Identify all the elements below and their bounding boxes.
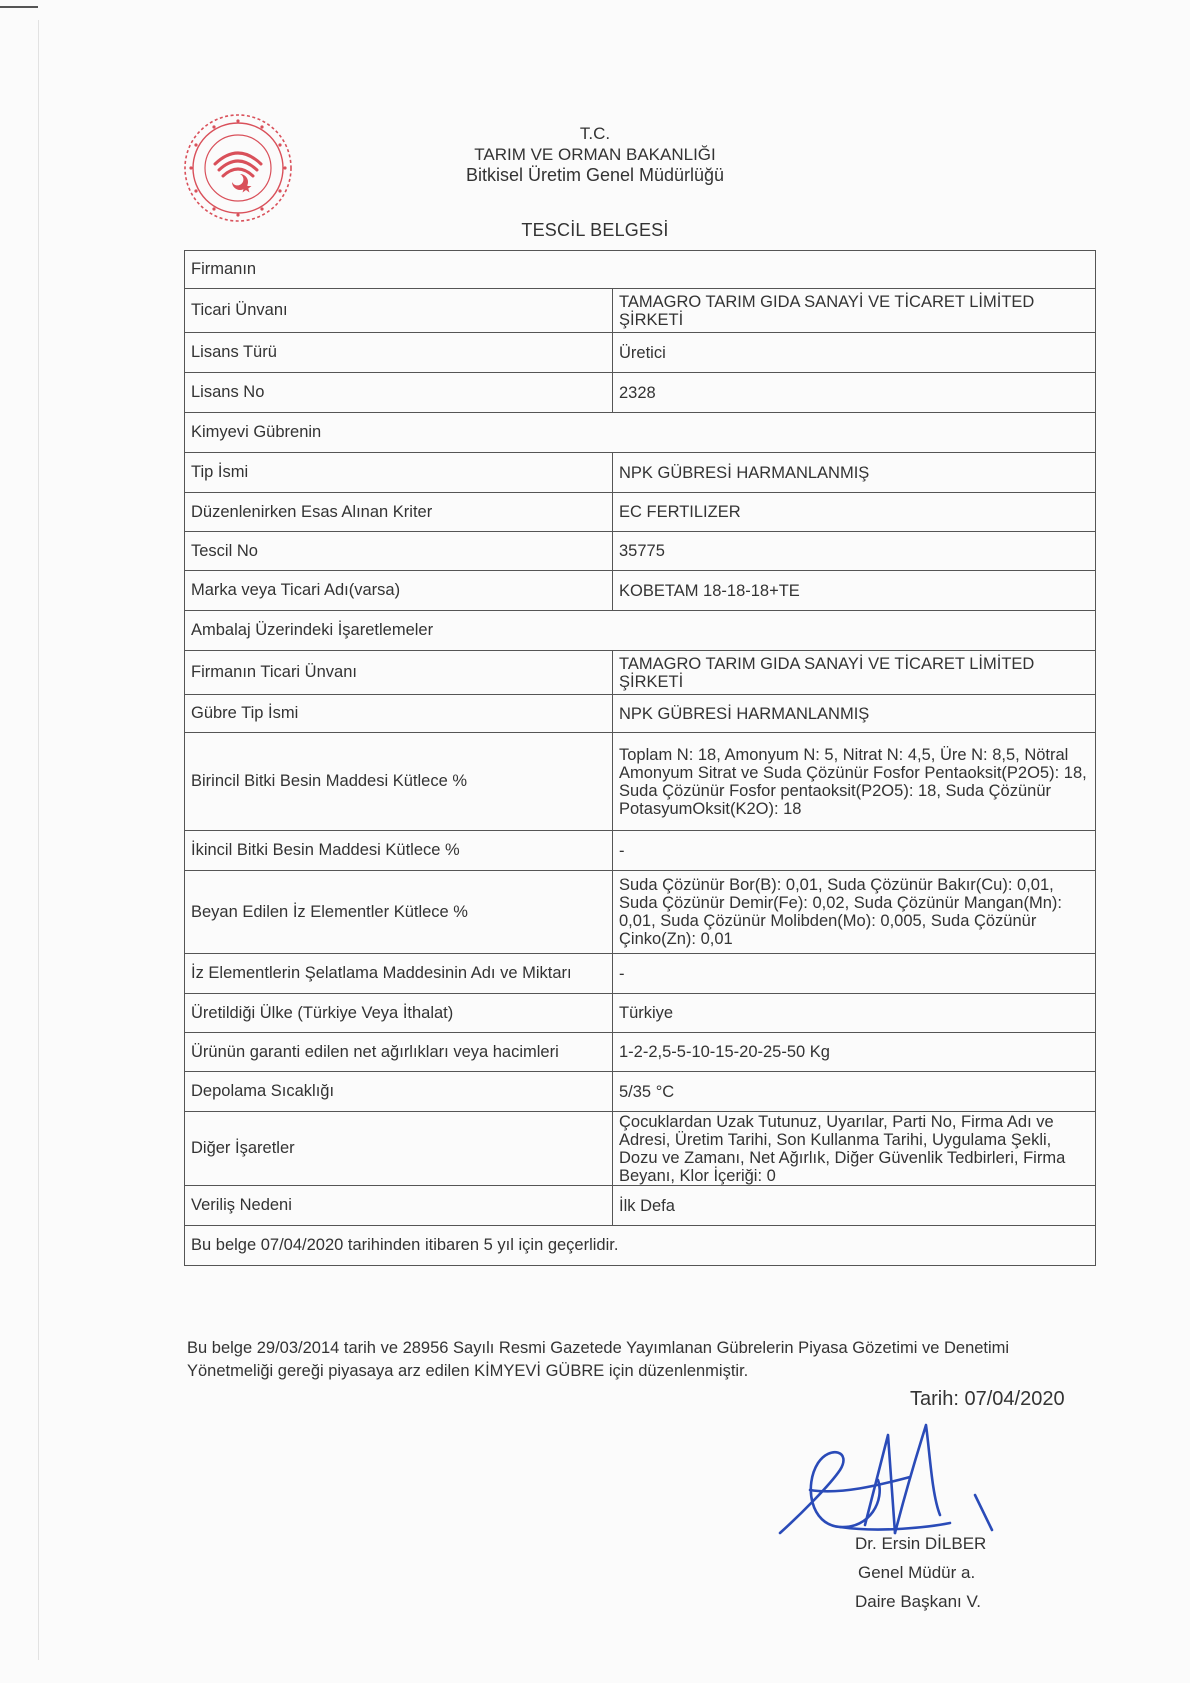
table-row <box>185 453 1096 493</box>
field-label: Veriliş Nedeni <box>185 1186 613 1226</box>
section-row <box>185 611 1096 651</box>
table-row <box>185 1033 1096 1072</box>
scan-mark <box>0 6 38 8</box>
field-label: Diğer İşaretler <box>185 1112 613 1186</box>
scan-edge-line <box>38 20 39 1660</box>
field-label: Ürünün garanti edilen net ağırlıkları veya hacimleri <box>185 1033 613 1072</box>
registration-table <box>184 250 1096 1266</box>
header-tc: T.C. <box>579 124 611 143</box>
field-label: İz Elementlerin Şelatlama Maddesinin Adı ve Miktarı <box>185 954 613 994</box>
section-label: Ambalaj Üzerindeki İşaretlemeler <box>185 611 1096 651</box>
issue-date: Tarih: 07/04/2020 <box>910 1388 1065 1410</box>
section-row <box>185 251 1096 289</box>
field-value: 35775 <box>613 532 1096 571</box>
field-label: Gübre Tip İsmi <box>185 695 613 733</box>
section-row <box>185 1226 1096 1266</box>
field-label: Tip İsmi <box>185 453 613 493</box>
field-label: Tescil No <box>185 532 613 571</box>
header-directorate: Bitkisel Üretim Genel Müdürlüğü <box>465 165 725 185</box>
section-label: Firmanın <box>185 251 1096 289</box>
table-row <box>185 733 1096 831</box>
table-row <box>185 954 1096 994</box>
signer-block <box>855 1529 986 1616</box>
field-value: İlk Defa <box>613 1186 1096 1226</box>
table-row <box>185 651 1096 695</box>
regulation-note: Bu belge 29/03/2014 tarih ve 28956 Sayılı Resmi Gazetede Yayımlanan Gübrelerin Piyasa Gözetimi ve Denetimi Yönetmeliği gereği piyasaya arz edilen KİMYEVİ GÜBRE için düzenlenmiştir. <box>187 1339 1010 1380</box>
field-label: Beyan Edilen İz Elementler Kütlece % <box>185 871 613 954</box>
section-label: Kimyevi Gübrenin <box>185 413 1096 453</box>
field-label: Lisans Türü <box>185 333 613 373</box>
table-row <box>185 289 1096 333</box>
field-value: 1-2-2,5-5-10-15-20-25-50 Kg <box>613 1033 1096 1072</box>
table-row <box>185 871 1096 954</box>
table-row <box>185 1186 1096 1226</box>
field-value: 2328 <box>613 373 1096 413</box>
table-row <box>185 532 1096 571</box>
field-label: Depolama Sıcaklığı <box>185 1072 613 1112</box>
section-row <box>185 413 1096 453</box>
field-label: İkincil Bitki Besin Maddesi Kütlece % <box>185 831 613 871</box>
field-value: 5/35 °C <box>613 1072 1096 1112</box>
field-value: EC FERTILIZER <box>613 493 1096 532</box>
field-label: Marka veya Ticari Adı(varsa) <box>185 571 613 611</box>
field-label: Lisans No <box>185 373 613 413</box>
table-row <box>185 994 1096 1033</box>
table-row <box>185 373 1096 413</box>
table-row <box>185 831 1096 871</box>
field-value: Suda Çözünür Bor(B): 0,01, Suda Çözünür Bakır(Cu): 0,01, Suda Çözünür Demir(Fe): 0,02, Suda Çözünür Mangan(Mn): 0,01, Suda Çözünür Molibden(Mo): 0,005, Suda Çözünür Çinko(Zn): 0,01 <box>613 871 1096 954</box>
field-label: Üretildiği Ülke (Türkiye Veya İthalat) <box>185 994 613 1033</box>
field-value: TAMAGRO TARIM GIDA SANAYİ VE TİCARET LİMİTED ŞİRKETİ <box>613 289 1096 333</box>
field-value: KOBETAM 18-18-18+TE <box>613 571 1096 611</box>
field-value: Çocuklardan Uzak Tutunuz, Uyarılar, Parti No, Firma Adı ve Adresi, Üretim Tarihi, Son Kullanma Tarihi, Uygulama Şekli, Dozu ve Zamanı, Net Ağırlık, Diğer Güvenlik Tedbirleri, Firma Beyanı, Klor İçeriği: 0 <box>613 1112 1096 1186</box>
field-label: Düzenlenirken Esas Alınan Kriter <box>185 493 613 532</box>
field-value: - <box>613 831 1096 871</box>
field-label: Birincil Bitki Besin Maddesi Kütlece % <box>185 733 613 831</box>
field-value: Üretici <box>613 333 1096 373</box>
table-row <box>185 695 1096 733</box>
field-value: - <box>613 954 1096 994</box>
table-row <box>185 571 1096 611</box>
field-value: TAMAGRO TARIM GIDA SANAYİ VE TİCARET LİMİTED ŞİRKETİ <box>613 651 1096 695</box>
field-label: Ticari Ünvanı <box>185 289 613 333</box>
field-value: Türkiye <box>613 994 1096 1033</box>
section-label: Bu belge 07/04/2020 tarihinden itibaren 5 yıl için geçerlidir. <box>185 1226 1096 1266</box>
signer-title-1: Genel Müdür a. <box>858 1563 976 1582</box>
field-value: NPK GÜBRESİ HARMANLANMIŞ <box>613 695 1096 733</box>
table-row <box>185 333 1096 373</box>
field-value: NPK GÜBRESİ HARMANLANMIŞ <box>613 453 1096 493</box>
field-label: Firmanın Ticari Ünvanı <box>185 651 613 695</box>
header-ministry: TARIM VE ORMAN BAKANLIĞI <box>474 145 716 164</box>
ministry-header <box>0 123 1190 186</box>
field-value: Toplam N: 18, Amonyum N: 5, Nitrat N: 4,5, Üre N: 8,5, Nötral Amonyum Sitrat ve Suda Çözünür Fosfor Pentaoksit(P2O5): 18, Suda Çözünür Fosfor pentaoksit(P2O5): 18, Suda Çözünür PotasyumOksit(K2O): 18 <box>613 733 1096 831</box>
table-row <box>185 1112 1096 1186</box>
signer-name: Dr. Ersin DİLBER <box>855 1534 987 1553</box>
signer-title-2: Daire Başkanı V. <box>855 1592 981 1611</box>
document-title: TESCİL BELGESİ <box>521 220 669 240</box>
table-row <box>185 493 1096 532</box>
table-row <box>185 1072 1096 1112</box>
